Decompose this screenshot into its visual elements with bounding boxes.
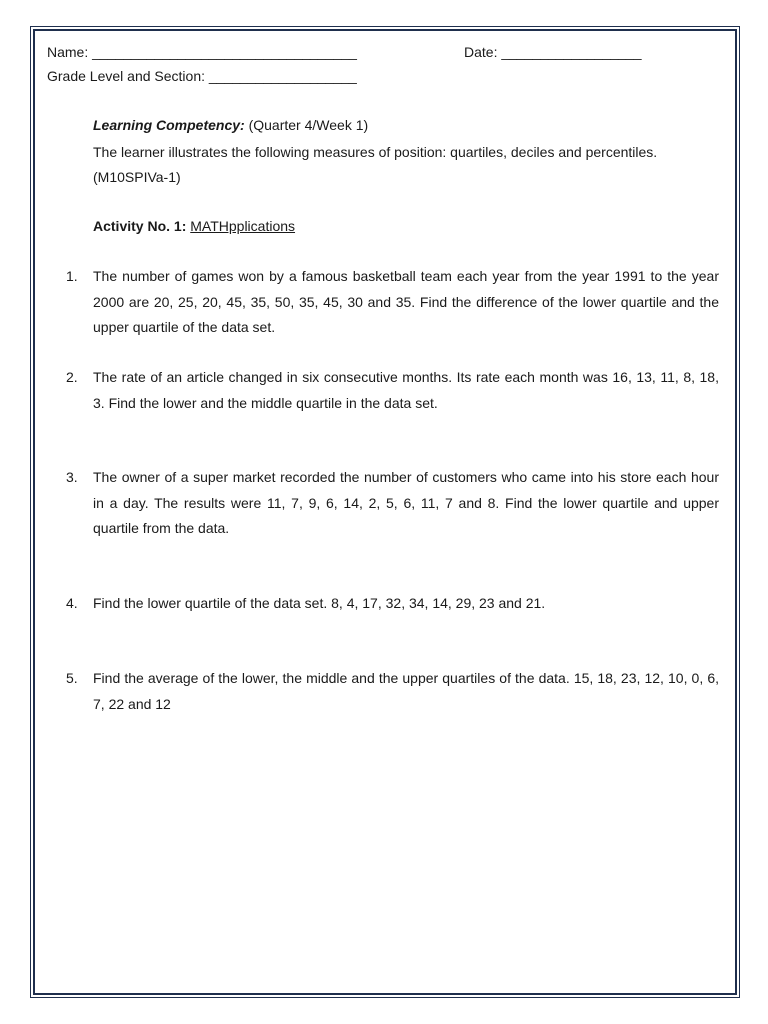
- item-number: 5.: [66, 670, 78, 686]
- list-item: [66, 591, 719, 617]
- item-text: Find the average of the lower, the middle and the upper quartiles of the data. 15, 18, 23, 12, 10, 0, 6, 7, 22 and 12: [93, 670, 719, 712]
- list-item: [66, 264, 719, 341]
- name-blank: __________________________________: [92, 44, 357, 60]
- item-number: 3.: [66, 469, 78, 485]
- name-field: [47, 42, 357, 62]
- competency-heading: [93, 115, 368, 135]
- activity-label: Activity No. 1:: [93, 218, 187, 234]
- name-label: Name:: [47, 44, 89, 60]
- item-text: The owner of a super market recorded the number of customers who came into his store each hour in a day. The results were 11, 7, 9, 6, 14, 2, 5, 6, 11, 7 and 8. Find the lower quartile and upper quartile from the data.: [93, 469, 719, 536]
- list-item: [66, 465, 719, 542]
- date-blank: __________________: [501, 44, 642, 60]
- item-number: 1.: [66, 268, 78, 284]
- list-item: [66, 365, 719, 416]
- activity-heading: [93, 216, 295, 236]
- item-number: 2.: [66, 369, 78, 385]
- competency-label: Learning Competency:: [93, 117, 245, 133]
- grade-section-field: [47, 66, 357, 86]
- item-text: The rate of an article changed in six consecutive months. Its rate each month was 16, 13, 11, 8, 18, 3. Find the lower and the middle quartile in the data set.: [93, 369, 719, 411]
- date-field: [464, 42, 642, 62]
- competency-quarter: (Quarter 4/Week 1): [248, 117, 369, 133]
- item-text: Find the lower quartile of the data set. 8, 4, 17, 32, 34, 14, 29, 23 and 21.: [93, 595, 546, 611]
- competency-text: The learner illustrates the following measures of position: quartiles, deciles and percentiles. (M10SPIVa-1): [93, 144, 658, 185]
- list-item: [66, 666, 719, 717]
- grade-label: Grade Level and Section:: [47, 68, 205, 84]
- item-number: 4.: [66, 595, 78, 611]
- activity-title: MATHpplications: [190, 218, 296, 234]
- date-label: Date:: [464, 44, 498, 60]
- grade-blank: ___________________: [208, 68, 357, 84]
- item-text: The number of games won by a famous basketball team each year from the year 1991 to the year 2000 are 20, 25, 20, 45, 35, 50, 35, 45, 30 and 35. Find the difference of the lower quartile and the upper quartile of the data set.: [93, 268, 719, 335]
